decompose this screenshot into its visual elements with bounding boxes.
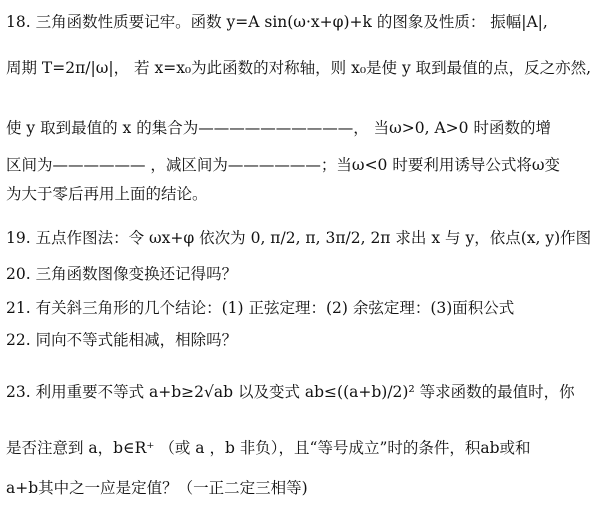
- item-18-line-3: 使 y 取到最值的 x 的集合为——————————， 当ω>0, A>0 时函数的增: [6, 119, 551, 137]
- item-19: 19. 五点作图法：令 ωx+φ 依次为 0, π/2, π, 3π/2, 2π 求出 x 与 y，依点(x, y)作图: [6, 229, 592, 247]
- item-23-line-3: a+b其中之一应是定值？（一正二定三相等): [6, 479, 308, 497]
- item-18-line-4: 区间为—————— ，减区间为——————；当ω<0 时要利用诱导公式将ω变: [6, 156, 560, 174]
- item-21: 21. 有关斜三角形的几个结论：(1) 正弦定理：(2) 余弦定理：(3)面积公式: [6, 299, 515, 317]
- item-18-line-1: 18. 三角函数性质要记牢。函数 y=A sin(ω·x+φ)+k 的图象及性质： 振幅|A|,: [6, 13, 548, 31]
- item-22: 22. 同向不等式能相减，相除吗？: [6, 331, 238, 349]
- item-20: 20. 三角函数图像变换还记得吗？: [6, 265, 238, 283]
- item-23-line-1: 23. 利用重要不等式 a+b≥2√ab 以及变式 ab≤((a+b)/2)² 等求函数的最值时，你: [6, 383, 575, 401]
- item-18-line-2: 周期 T=2π/|ω|， 若 x=x₀为此函数的对称轴，则 x₀是使 y 取到最值的点，反之亦然,: [6, 59, 592, 77]
- item-18-line-5: 为大于零后再用上面的结论。: [6, 185, 208, 203]
- item-23-line-2: 是否注意到 a，b∈R⁺ （或 a ，b 非负），且“等号成立”时的条件，积ab或和: [6, 439, 531, 457]
